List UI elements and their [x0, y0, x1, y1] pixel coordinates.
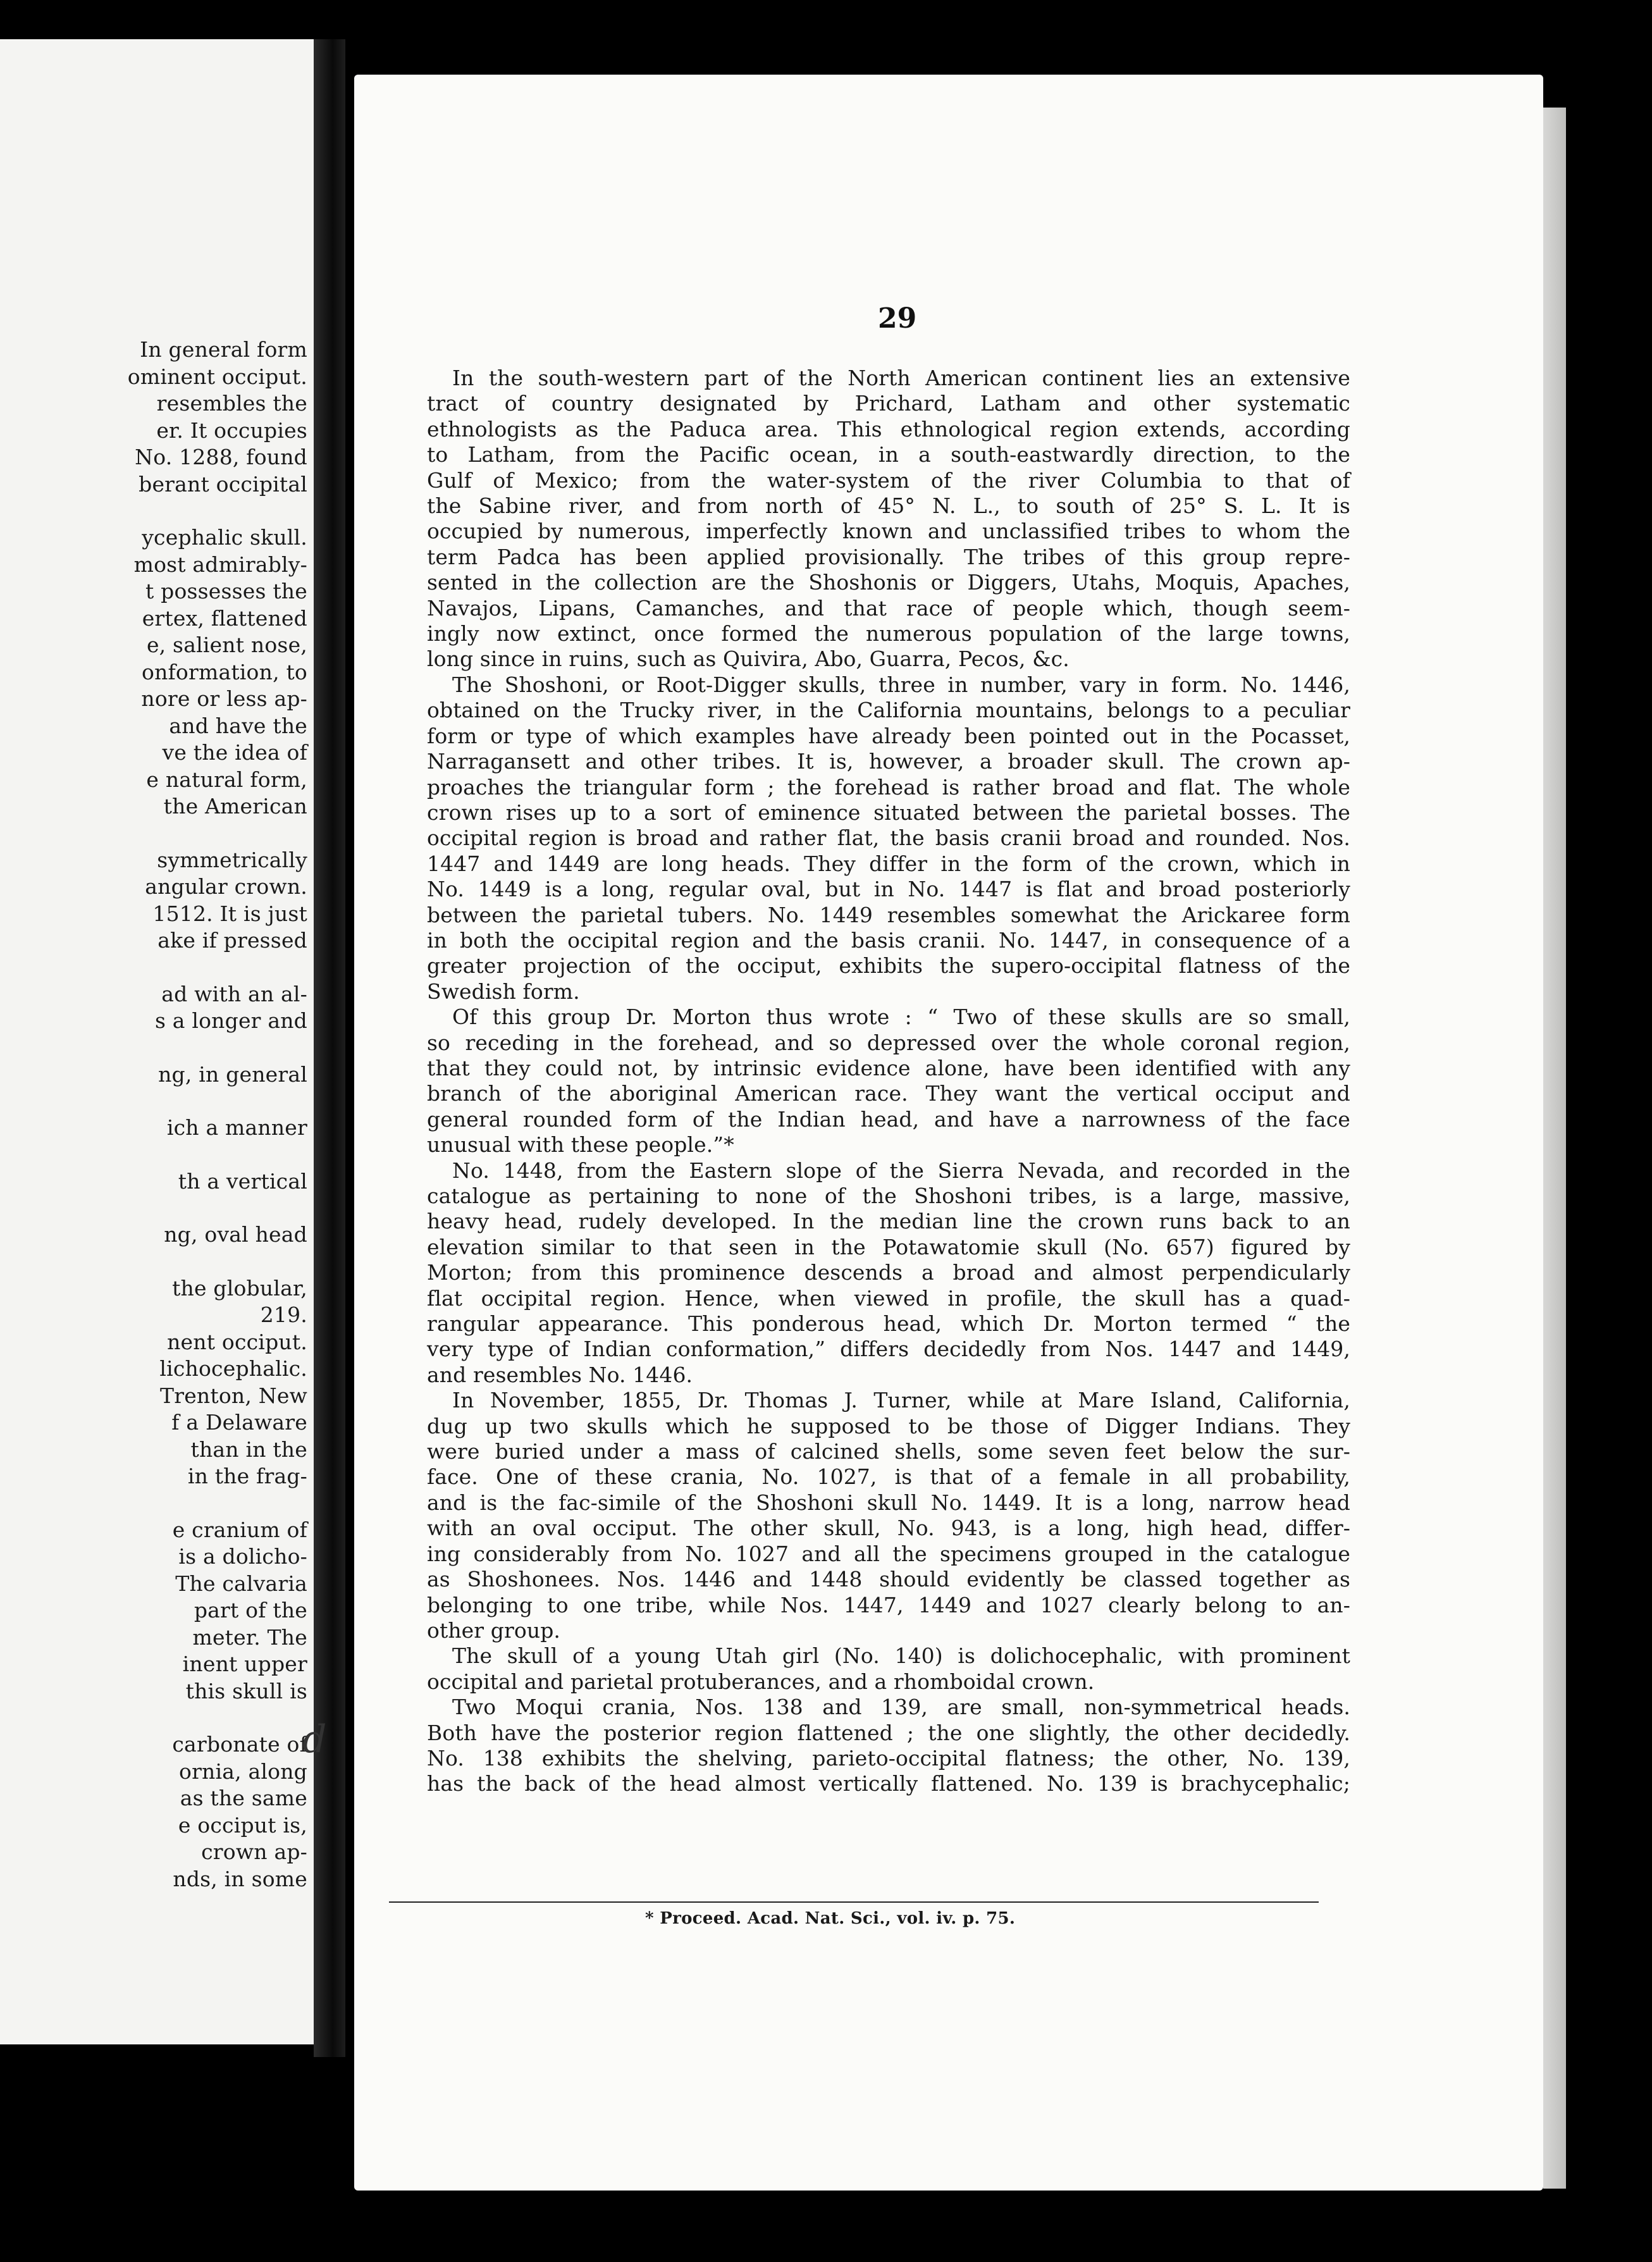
left-text-line: nent occiput.	[167, 1329, 307, 1354]
line-gap	[0, 955, 307, 981]
text-line: long since in ruins, such as Quivira, Abo, Guarra, Pecos, &c.	[427, 646, 1069, 672]
left-text-line: nds, in some	[173, 1866, 307, 1891]
left-text-line: than in the	[190, 1437, 307, 1462]
text-line: occupied by numerous, imperfectly known and unclassified tribes to whom the	[427, 519, 1350, 544]
left-text-line: t possesses the	[145, 579, 307, 603]
text-line: so receding in the forehead, and so depressed over the whole coronal region,	[427, 1030, 1350, 1055]
text-line: and is the fac-simile of the Shoshoni skull No. 1449. It is a long, narrow head	[427, 1490, 1350, 1515]
left-text-line: ornia, along	[179, 1758, 307, 1784]
line-gap	[0, 1142, 307, 1168]
footnote-rule	[389, 1901, 1319, 1903]
left-text-line: this skull is	[185, 1678, 307, 1703]
text-line: very type of Indian conformation,” differs decidedly from Nos. 1447 and 1449,	[427, 1337, 1350, 1362]
left-text-line: berant occipital	[139, 471, 307, 497]
left-text-line: e, salient nose,	[146, 633, 307, 657]
text-line: general rounded form of the Indian head, and have a narrowness of the face	[427, 1106, 1350, 1132]
left-text-line: No. 1288, found	[135, 445, 307, 469]
left-text-line: resembles the	[156, 391, 307, 416]
text-line: catalogue as pertaining to none of the Shoshoni tribes, is a large, massive,	[427, 1184, 1350, 1208]
line-gap	[0, 1035, 307, 1061]
text-line: ing considerably from No. 1027 and all the specimens grouped in the catalogue	[427, 1541, 1350, 1566]
text-line: Swedish form.	[427, 979, 580, 1004]
text-line: to Latham, from the Pacific ocean, in a south-eastwardly direction, to the	[427, 442, 1350, 467]
left-text-line: inent upper	[182, 1652, 307, 1676]
text-line: as Shoshonees. Nos. 1446 and 1448 should evidently be classed together as	[427, 1567, 1350, 1592]
text-line: The skull of a young Utah girl (No. 140) is dolichocephalic, with prominent	[452, 1643, 1350, 1669]
footnote: * Proceed. Acad. Nat. Sci., vol. iv. p. 75.	[645, 1909, 1016, 1928]
text-line: Morton; from this prominence descends a broad and almost perpendicularly	[427, 1260, 1350, 1285]
line-gap	[0, 820, 307, 847]
line-gap	[0, 1195, 307, 1221]
text-line: obtained on the Trucky river, in the California mountains, belongs to a peculiar	[427, 698, 1350, 723]
text-line: has the back of the head almost vertically flattened. No. 139 is brachycephalic;	[427, 1771, 1350, 1796]
left-text-line: ng, oval head	[164, 1222, 307, 1247]
text-line: Narragansett and other tribes. It is, however, a broader skull. The crown ap-	[427, 749, 1350, 774]
text-line: were buried under a mass of calcined shells, some seven feet below the sur-	[427, 1439, 1350, 1464]
left-text-line: s a longer and	[154, 1008, 307, 1033]
left-text-line: ve the idea of	[162, 740, 307, 765]
line-gap	[0, 1249, 307, 1275]
left-text-line: and have the	[169, 713, 307, 738]
left-text-line: lichocephalic.	[159, 1356, 307, 1381]
page-edge	[1543, 108, 1566, 2189]
left-text-line: nore or less ap-	[141, 686, 307, 711]
text-line: face. One of these crania, No. 1027, is that of a female in all probability,	[427, 1464, 1350, 1490]
text-line: with an oval occiput. The other skull, No. 943, is a long, high head, differ-	[427, 1516, 1350, 1541]
left-text-line: ominent occiput.	[127, 364, 307, 389]
left-text-line: 219.	[260, 1302, 307, 1327]
text-line: flat occipital region. Hence, when viewed in profile, the skull has a quad-	[427, 1285, 1350, 1311]
left-text-line: ake if pressed	[157, 928, 307, 953]
left-text-line: ertex, flattened	[142, 605, 307, 631]
left-text-line: f a Delaware	[171, 1410, 307, 1435]
left-text-line: The calvaria	[175, 1571, 307, 1596]
left-text-line: meter. The	[192, 1624, 307, 1650]
left-page-text	[0, 337, 307, 1893]
left-text-line: part of the	[194, 1598, 307, 1622]
text-line: form or type of which examples have already been pointed out in the Pocasset,	[427, 723, 1350, 748]
text-line: Two Moqui crania, Nos. 138 and 139, are small, non-symmetrical heads.	[452, 1695, 1350, 1720]
text-line: belonging to one tribe, while Nos. 1447, 1449 and 1027 clearly belong to an-	[427, 1592, 1350, 1617]
text-line: dug up two skulls which he supposed to be those of Digger Indians. They	[427, 1413, 1350, 1438]
left-text-line: the globular,	[172, 1275, 307, 1301]
text-line: occipital region is broad and rather flat, the basis cranii broad and rounded. Nos.	[427, 825, 1350, 851]
left-text-line: In general form	[140, 337, 307, 362]
text-line: Navajos, Lipans, Camanches, and that race of people which, though seem-	[427, 595, 1350, 621]
left-text-line: e cranium of	[172, 1517, 307, 1542]
text-line: tract of country designated by Prichard, Latham and other systematic	[427, 391, 1350, 416]
line-gap	[0, 1490, 307, 1517]
left-text-line: ad with an al-	[161, 981, 307, 1006]
text-line: other group.	[427, 1617, 561, 1643]
text-line: and resembles No. 1446.	[427, 1362, 693, 1387]
text-line: unusual with these people.”*	[427, 1132, 734, 1158]
left-text-line: most admirably-	[133, 552, 307, 577]
line-gap	[0, 498, 307, 524]
text-line: In the south-western part of the North American continent lies an extensive	[452, 366, 1350, 390]
text-line: No. 1449 is a long, regular oval, but in No. 1447 is flat and broad posteriorly	[427, 877, 1350, 902]
text-line: Of this group Dr. Morton thus wrote : “ Two of these skulls are so small,	[452, 1004, 1350, 1030]
left-text-line: 1512. It is just	[152, 901, 307, 926]
left-text-line: ycephalic skull.	[142, 525, 307, 550]
left-text-line: in the frag-	[187, 1464, 307, 1488]
left-text-line: er. It occupies	[156, 417, 307, 443]
text-line: greater projection of the occiput, exhibits the supero-occipital flatness of the	[427, 953, 1350, 979]
text-line: heavy head, rudely developed. In the median line the crown runs back to an	[427, 1209, 1350, 1234]
text-line: that they could not, by intrinsic evidence alone, have been identified with any	[427, 1055, 1350, 1080]
text-line: sented in the collection are the Shoshonis or Diggers, Utahs, Moquis, Apaches,	[427, 570, 1350, 595]
text-line: in both the occipital region and the basis cranii. No. 1447, in consequence of a	[427, 927, 1350, 953]
text-line: occipital and parietal protuberances, and a rhomboidal crown.	[427, 1669, 1095, 1694]
text-line: term Padca has been applied provisionally. The tribes of this group repre-	[427, 544, 1350, 569]
left-text-line: e occiput is,	[178, 1812, 307, 1838]
text-line: The Shoshoni, or Root-Digger skulls, three in number, vary in form. No. 1446,	[452, 672, 1350, 697]
left-text-line: e natural form,	[146, 767, 307, 792]
text-line: the Sabine river, and from north of 45° N. L., to south of 25° S. L. It is	[427, 493, 1350, 519]
left-text-line: symmetrically	[157, 847, 307, 872]
text-line: crown rises up to a sort of eminence situated between the parietal bosses. The	[427, 800, 1350, 825]
text-line: ingly now extinct, once formed the numerous population of the large towns,	[427, 621, 1350, 646]
text-line: 1447 and 1449 are long heads. They differ in the form of the crown, which in	[427, 851, 1350, 876]
left-text-line: crown ap-	[201, 1839, 307, 1864]
text-line: Gulf of Mexico; from the water-system of the river Columbia to that of	[427, 467, 1350, 493]
left-text-line: onformation, to	[142, 659, 307, 684]
text-line: ethnologists as the Paduca area. This ethnological region extends, according	[427, 416, 1350, 442]
text-line: elevation similar to that seen in the Potawatomie skull (No. 657) figured by	[427, 1234, 1350, 1259]
body-text	[427, 366, 1350, 1797]
text-line: No. 1448, from the Eastern slope of the Sierra Nevada, and recorded in the	[452, 1158, 1350, 1183]
left-text-line: Trenton, New	[160, 1383, 307, 1408]
margin-mark: d	[302, 1717, 327, 1762]
left-facing-page	[0, 39, 314, 2044]
left-text-line: the American	[163, 794, 307, 819]
left-text-line: carbonate of	[172, 1732, 307, 1757]
left-text-line: ng, in general	[158, 1061, 307, 1087]
text-line: branch of the aboriginal American race. They want the vertical occiput and	[427, 1081, 1350, 1106]
line-gap	[0, 1705, 307, 1731]
text-line: between the parietal tubers. No. 1449 resembles somewhat the Arickaree form	[427, 902, 1350, 927]
text-line: rangular appearance. This ponderous head, which Dr. Morton termed “ the	[427, 1311, 1350, 1337]
line-gap	[0, 1088, 307, 1115]
left-text-line: ich a manner	[166, 1115, 307, 1140]
text-line: In November, 1855, Dr. Thomas J. Turner, while at Mare Island, California,	[452, 1388, 1350, 1413]
left-text-line: th a vertical	[178, 1168, 307, 1194]
text-line: proaches the triangular form ; the forehead is rather broad and flat. The whole	[427, 774, 1350, 800]
text-line: No. 138 exhibits the shelving, parieto-occipital flatness; the other, No. 139,	[427, 1745, 1350, 1771]
left-text-line: angular crown.	[145, 874, 307, 899]
left-text-line: as the same	[180, 1786, 307, 1810]
text-line: Both have the posterior region flattened ; the one slightly, the other decidedly.	[427, 1720, 1350, 1745]
left-text-line: is a dolicho-	[178, 1544, 307, 1569]
page-number: 29	[878, 302, 917, 335]
